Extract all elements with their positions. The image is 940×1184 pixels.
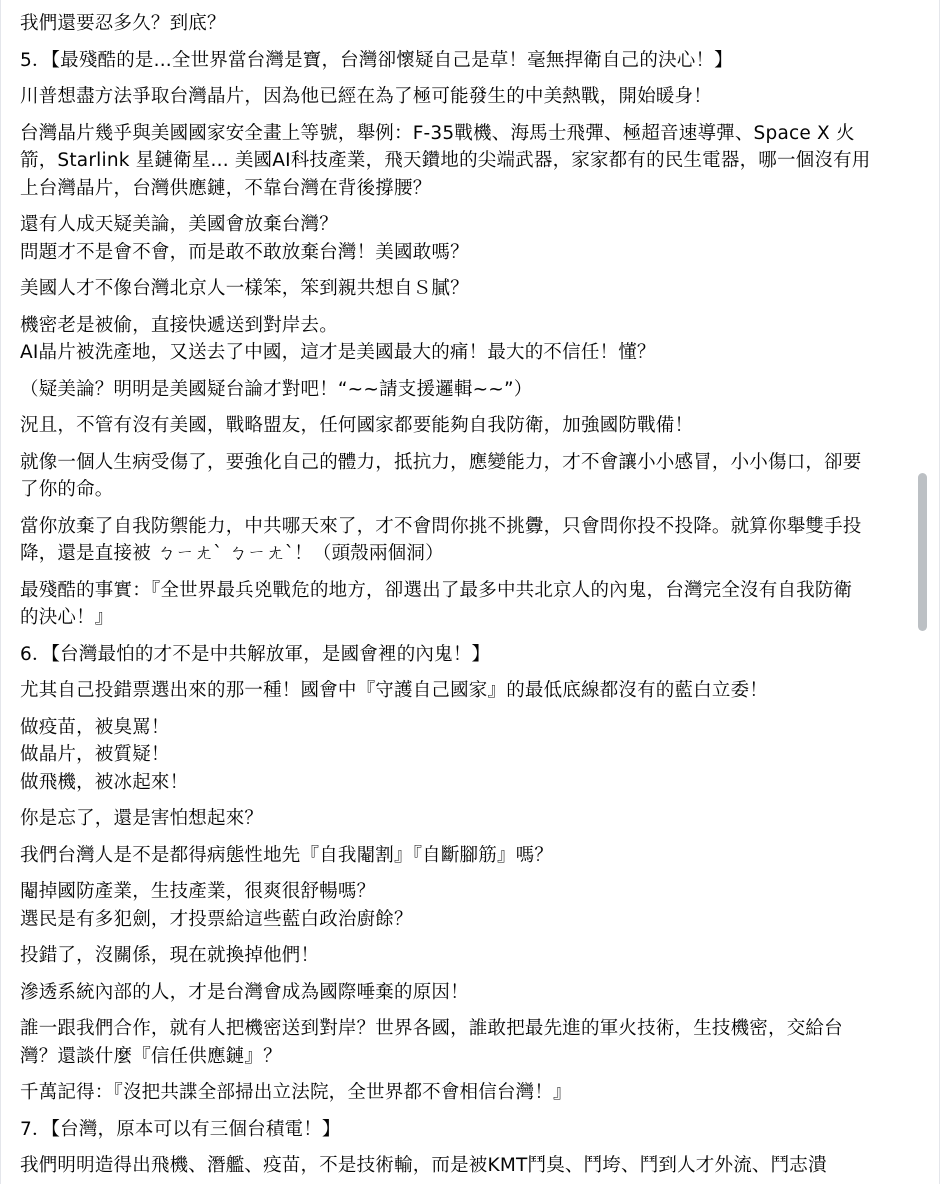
paragraph <box>20 211 925 266</box>
paragraph-line: 台灣晶片幾乎與美國國家安全畫上等號，舉例：F-35戰機、海馬士飛彈、極超音速導彈、Space X 火 <box>20 122 855 144</box>
paragraph-line: 問題才不是會不會，而是敢不敢放棄台灣！美國敢嗎？ <box>20 241 469 263</box>
paragraph-line: AI晶片被洗產地，又送去了中國，這才是美國最大的痛！最大的不信任！懂？ <box>20 342 656 363</box>
paragraph <box>20 275 925 303</box>
scrollbar[interactable] <box>923 0 937 1184</box>
paragraph-line: 灣？還談什麼『信任供應鏈』？ <box>20 1045 282 1067</box>
paragraph-line: 尤其自己投錯票選出來的那一種！國會中『守護自己國家』的最低底線都沒有的藍白立委！ <box>20 680 769 701</box>
paragraph-line: 做晶片，被質疑！ <box>20 744 170 765</box>
paragraph-line: 美國人才不像台灣北京人一樣笨，笨到親共想自Ｓ膩？ <box>20 278 469 299</box>
paragraph-line: 滲透系統內部的人，才是台灣會成為國際唾棄的原因！ <box>20 981 469 1003</box>
paragraph-line: 閹掉國防產業，生技產業，很爽很舒暢嗎？ <box>20 881 376 902</box>
paragraph-line: 做飛機，被冰起來！ <box>20 771 189 793</box>
paragraph-line: 還有人成天疑美論，美國會放棄台灣？ <box>20 214 338 235</box>
paragraph-line: 做疫苗，被臭罵！ <box>20 716 170 738</box>
section-heading-7: 7．【台灣，原本可以有三個台積電！】 <box>20 1118 341 1140</box>
paragraph <box>20 412 925 440</box>
paragraph <box>20 1015 925 1070</box>
paragraph-line: 選民是有多犯劍，才投票給這些藍白政治廚餘？ <box>20 908 413 930</box>
paragraph-line: 了你的命。 <box>20 479 114 500</box>
paragraph <box>20 805 925 833</box>
paragraph-line: 誰一跟我們合作，就有人把機密送到對岸？世界各國，誰敢把最先進的軍火技術，生技機密，交給台 <box>20 1018 843 1039</box>
paragraph-line: 當你放棄了自我防禦能力，中共哪天來了，才不會問你挑不挑釁，只會問你投不投降。就算你舉雙手投 <box>20 515 862 537</box>
paragraph-line: 我們明明造得出飛機、潛艦、疫苗，不是技術輸，而是被KMT鬥臭、鬥垮、鬥到人才外流、鬥志潰 <box>20 1155 827 1176</box>
paragraph <box>20 842 925 870</box>
paragraph <box>20 878 925 933</box>
paragraph <box>20 577 925 632</box>
paragraph-line: 最殘酷的事實：『全世界最兵兇戰危的地方，卻選出了最多中共北京人的內鬼，台灣完全沒有自我防衛 <box>20 579 853 601</box>
section-heading-6: 6．【台灣最怕的才不是中共解放軍，是國會裡的內鬼！】 <box>20 643 491 665</box>
paragraph-line: 我們台灣人是不是都得病態性地先『自我閹割』『自斷腳筋』嗎？ <box>20 844 554 866</box>
paragraph <box>20 10 925 38</box>
paragraph-line: 你是忘了，還是害怕想起來？ <box>20 808 264 829</box>
paragraph <box>20 376 925 404</box>
paragraph <box>20 312 925 367</box>
paragraph <box>20 942 925 970</box>
paragraph <box>20 449 925 504</box>
paragraph <box>20 120 925 203</box>
paragraph <box>20 513 925 568</box>
paragraph-line: 機密老是被偷，直接快遞送到對岸去。 <box>20 314 338 336</box>
section-heading-5: 5．【最殘酷的是...全世界當台灣是寶，台灣卻懷疑自己是草！毫無捍衛自己的決心！】 <box>20 49 733 71</box>
paragraph-line: 降，還是直接被 ㄅㄧㄤˋ ㄅㄧㄤˋ！（頭殼兩個洞） <box>20 543 444 564</box>
paragraph <box>20 979 925 1007</box>
paragraph-line: 箭，Starlink 星鏈衛星... 美國AI科技產業，飛天鑽地的尖端武器，家家都有的民生電器，哪一個沒有用 <box>20 150 871 171</box>
paragraph <box>20 1079 925 1107</box>
paragraph-line: 川普想盡方法爭取台灣晶片，因為他已經在為了極可能發生的中美熱戰，開始暖身！ <box>20 86 712 107</box>
paragraph-line: 我們還要忍多久？到底？ <box>20 13 226 34</box>
paragraph-line: 的決心！』 <box>20 607 114 628</box>
paragraph <box>20 1152 925 1180</box>
paragraph-line: 況且，不管有沒有美國，戰略盟友，任何國家都要能夠自我防衛，加強國防戰備！ <box>20 415 694 436</box>
paragraph <box>20 677 925 705</box>
scrollbar-thumb[interactable] <box>918 473 927 631</box>
paragraph-line: 千萬記得：『沒把共諜全部掃出立法院，全世界都不會相信台灣！』 <box>20 1082 572 1103</box>
paragraph <box>20 714 925 797</box>
paragraph-line: 上台灣晶片，台灣供應鏈，不靠台灣在背後撐腰？ <box>20 177 432 199</box>
paragraph-line: 投錯了，沒關係，現在就換掉他們！ <box>20 945 320 966</box>
post-body-text <box>20 10 925 1184</box>
paragraph-line: （疑美論？明明是美國疑台論才對吧！“~~請支援邏輯~~”） <box>20 378 533 400</box>
paragraph-line: 就像一個人生病受傷了，要強化自己的體力，抵抗力，應變能力，才不會讓小小感冒，小小傷口，卻要 <box>20 451 862 473</box>
paragraph <box>20 83 925 111</box>
